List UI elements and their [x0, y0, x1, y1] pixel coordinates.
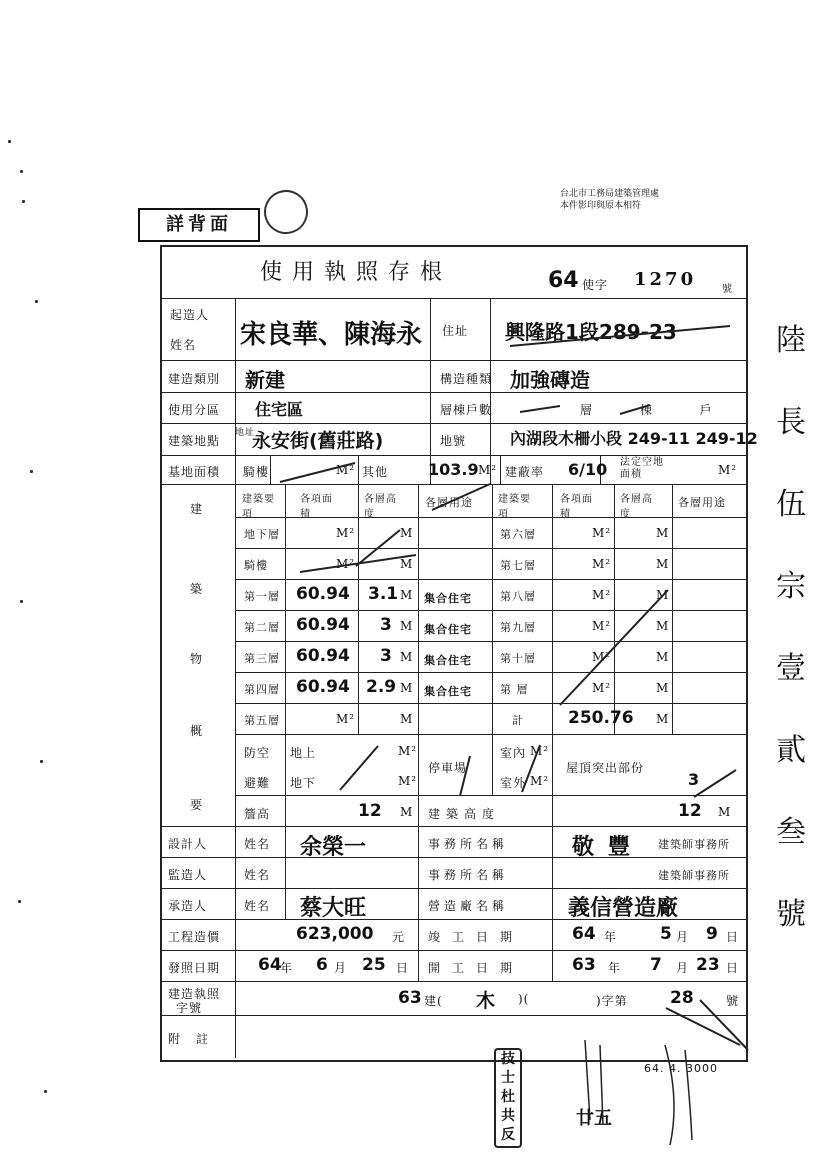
unit-m: M: [400, 805, 414, 819]
unit-m2: M²: [478, 463, 498, 477]
print-info: 64. 4. 3000: [644, 1062, 718, 1075]
unit-m: M: [656, 650, 670, 664]
floor-height: 3: [380, 615, 392, 635]
margin-char: 叁: [776, 815, 806, 850]
floor-label: 第六層: [500, 528, 536, 541]
eave-value: 12: [358, 801, 382, 821]
outdoor-label: 室外: [500, 776, 527, 790]
floor-label: 第二層: [244, 621, 280, 634]
structure-type-label: 構造種類: [440, 372, 493, 386]
floor-label: 第七層: [500, 559, 536, 572]
floor-label: 第一層: [244, 590, 280, 603]
firm-label: 營造廠名稱: [428, 899, 509, 913]
unit-m: M: [400, 557, 414, 571]
location-label: 建築地點: [168, 434, 221, 448]
unit-m: M: [656, 681, 670, 695]
site-area-label: 基地面積: [168, 465, 221, 479]
construction-type-value: 新建: [245, 368, 285, 392]
start-month: 7: [650, 955, 662, 975]
unit-m2: M²: [336, 712, 356, 726]
floor-label: 第 層: [500, 683, 529, 696]
permit-no-label: )字第: [596, 994, 628, 1008]
zoning-label: 使用分區: [168, 403, 221, 417]
location-value: 永安街(舊莊路): [252, 430, 384, 452]
license-number: 1270: [634, 269, 697, 290]
floor-height: 2.9: [366, 677, 397, 697]
issue-label: 發照日期: [168, 961, 221, 975]
start-day: 23: [696, 955, 720, 975]
floor-area: 60.94: [296, 615, 350, 635]
col-head: 建築要項: [498, 494, 531, 520]
unit-m2: M²: [336, 526, 356, 540]
total-area: 250.76: [568, 708, 634, 728]
supervisor-label: 監造人: [168, 868, 208, 882]
contractor-label: 承造人: [168, 899, 208, 913]
day-unit: 日: [396, 961, 410, 975]
cost-value: 623,000: [296, 924, 374, 944]
detail-back-tag: 詳背面: [138, 208, 260, 242]
coverage-label: 建蔽率: [505, 465, 545, 479]
location-sub-label: 地址: [235, 428, 256, 438]
floor-use: 集合住宅: [424, 592, 472, 605]
office-suffix: 建築師事務所: [658, 838, 730, 851]
cost-label: 工程造價: [168, 930, 221, 944]
floor-label: 第十層: [500, 652, 536, 665]
month-unit: 月: [676, 930, 690, 944]
permit-label: 建造執照: [168, 987, 221, 1001]
day-unit: 日: [726, 961, 740, 975]
floor-label: 第四層: [244, 683, 280, 696]
license-prefix: 64: [548, 268, 579, 293]
floor-label: 騎樓: [244, 559, 268, 572]
permit-number: 28: [670, 988, 694, 1008]
unit-m2: M²: [398, 774, 418, 788]
floor-label: 第九層: [500, 621, 536, 634]
shelter-label: 避難: [244, 776, 271, 790]
col-head: 各層高度: [364, 494, 397, 520]
unit-m: M: [400, 619, 414, 633]
unit-m2: M²: [718, 463, 738, 477]
permit-type: 建(: [424, 994, 443, 1008]
unit-m2: M²: [592, 588, 612, 602]
lot-label: 地號: [440, 434, 467, 448]
margin-char: 壹: [776, 651, 806, 686]
permit-bracket: )(: [518, 992, 530, 1006]
permit-suffix: 號: [726, 994, 740, 1008]
unit-m: M: [656, 712, 670, 726]
month-unit: 月: [334, 961, 348, 975]
floor-height: 3.1: [368, 584, 399, 604]
unit-m2: M²: [398, 744, 418, 758]
unit-m: M: [656, 557, 670, 571]
stamp-line: 台北市工務局建築管理處: [560, 189, 660, 199]
owner-name-label: 姓名: [170, 338, 197, 352]
building-height-value: 12: [678, 801, 702, 821]
day-unit: 日: [726, 930, 740, 944]
units-label: 層棟戶數: [440, 403, 493, 417]
floor-label: 第五層: [244, 714, 280, 727]
stamp-line: 本件影印與原本相符: [560, 201, 642, 211]
name-label: 姓名: [244, 837, 271, 851]
completion-year: 64: [572, 924, 596, 944]
completion-month: 5: [660, 924, 672, 944]
floor-area: 60.94: [296, 677, 350, 697]
issue-day: 25: [362, 955, 386, 975]
signature-text: 廿五: [576, 1108, 612, 1129]
unit-m2: M²: [530, 774, 550, 788]
unit-m2: M²: [592, 681, 612, 695]
contractor-firm: 義信營造廠: [568, 896, 679, 921]
unit-m2: M²: [592, 650, 612, 664]
margin-char: 伍: [776, 487, 806, 522]
office-suffix: 建築師事務所: [658, 869, 730, 882]
unit-m2: M²: [592, 526, 612, 540]
coverage-value: 6/10: [568, 460, 608, 479]
remark-label: 附註: [168, 1032, 225, 1046]
designer-label: 設計人: [168, 837, 208, 851]
unit-m: M: [656, 619, 670, 633]
air-defense-label: 防空: [244, 746, 271, 760]
floor-use: 集合住宅: [424, 654, 472, 667]
building-height-label: 建築高度: [428, 807, 501, 821]
unit-m2: M²: [336, 463, 356, 477]
unit-m: M: [400, 712, 414, 726]
issue-year: 64: [258, 955, 282, 975]
construction-type-label: 建造類別: [168, 372, 221, 386]
floor-area: 60.94: [296, 584, 350, 604]
page-title: 使用執照存根: [260, 260, 453, 285]
other-value: 103.9: [428, 460, 479, 479]
below-ground-label: 地下: [290, 776, 317, 790]
owner-addr-label: 住址: [442, 324, 469, 338]
unit-m: M: [400, 526, 414, 540]
unit-m: M: [400, 650, 414, 664]
inspector-stamp: 技士杜共反: [494, 1048, 522, 1148]
eave-label: 簷高: [244, 807, 271, 821]
name-label: 姓名: [244, 899, 271, 913]
col-head: 各層用途: [678, 496, 726, 509]
floor-use: 集合住宅: [424, 685, 472, 698]
side-label-char: 物: [190, 652, 204, 666]
floor-label: 地下層: [244, 528, 280, 541]
side-label-char: 要: [190, 798, 204, 812]
unit-m2: M²: [592, 557, 612, 571]
arcade-label: 騎樓: [243, 465, 270, 479]
owner-address: 興隆路1段289-23: [505, 320, 677, 344]
start-label: 開工日期: [428, 961, 525, 975]
year-unit: 年: [608, 961, 622, 975]
col-head: 各項面積: [560, 494, 593, 520]
margin-char: 號: [776, 897, 806, 932]
owner-name: 宋良華、陳海永: [240, 320, 423, 350]
margin-char: 陸: [776, 323, 806, 358]
unit-m: M: [400, 681, 414, 695]
side-label-char: 築: [190, 582, 204, 596]
designer-office: 敬豐: [572, 835, 645, 860]
permit-district: 木: [476, 990, 496, 1012]
floor-height: 3: [380, 646, 392, 666]
col-head: 各層高度: [620, 494, 653, 520]
unit-m: M: [656, 588, 670, 602]
side-label-char: 建: [190, 502, 204, 516]
start-year: 63: [572, 955, 596, 975]
floor-use: 集合住宅: [424, 623, 472, 636]
unit-m2: M²: [530, 744, 550, 758]
total-label: 計: [512, 714, 524, 727]
floor-label: 第三層: [244, 652, 280, 665]
unit-m: M: [400, 588, 414, 602]
owner-label: 起造人: [170, 308, 210, 322]
completion-label: 竣工日期: [428, 930, 525, 944]
col-head: 建築要項: [242, 494, 275, 520]
roof-label: 屋頂突出部份: [566, 761, 645, 775]
parking-label: 停車場: [428, 761, 468, 775]
office-label: 事務所名稱: [428, 837, 509, 851]
open-space-label: 法定空地面積: [620, 457, 664, 480]
year-unit: 年: [604, 930, 618, 944]
name-label: 姓名: [244, 868, 271, 882]
issue-month: 6: [316, 955, 328, 975]
margin-char: 長: [776, 405, 806, 440]
units-value: 層 棟 戶: [580, 403, 734, 417]
month-unit: 月: [676, 961, 690, 975]
unit-m2: M²: [592, 619, 612, 633]
unit-m: M: [718, 805, 732, 819]
other-label: 其他: [362, 465, 389, 479]
structure-type-value: 加強磚造: [510, 368, 590, 392]
zoning-value: 住宅區: [255, 400, 304, 419]
license-char: 使字: [582, 278, 609, 292]
margin-char: 宗: [776, 569, 806, 604]
designer-name: 余榮一: [300, 835, 367, 860]
completion-day: 9: [706, 924, 718, 944]
permit-year: 63: [398, 988, 422, 1008]
above-ground-label: 地上: [290, 746, 317, 760]
margin-char: 貳: [776, 733, 806, 768]
roof-value: 3: [688, 770, 700, 789]
contractor-name: 蔡大旺: [300, 896, 367, 921]
floor-area: 60.94: [296, 646, 350, 666]
floor-label: 第八層: [500, 590, 536, 603]
cost-unit: 元: [392, 930, 406, 944]
unit-m2: M²: [336, 557, 356, 571]
lot-value: 內湖段木柵小段 249-11 249-12: [510, 429, 758, 448]
indoor-label: 室內: [500, 746, 527, 760]
year-unit: 年: [280, 961, 294, 975]
permit-label-2: 字號: [176, 1001, 203, 1015]
license-suffix: 號: [722, 284, 733, 295]
office-label: 事務所名稱: [428, 868, 509, 882]
col-head: 各項面積: [300, 494, 333, 520]
unit-m: M: [656, 526, 670, 540]
col-head: 各層用途: [425, 496, 473, 509]
side-label-char: 概: [190, 724, 204, 738]
